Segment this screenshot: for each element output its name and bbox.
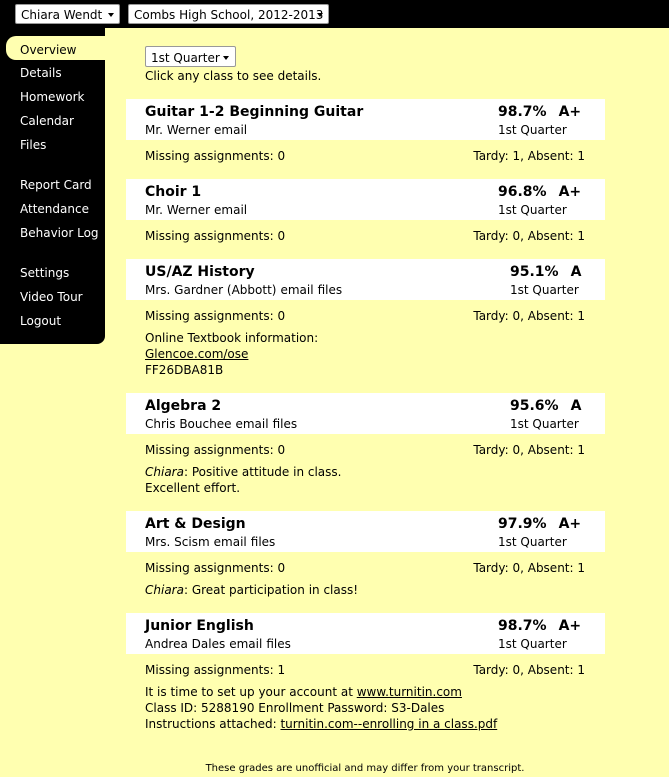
- teacher-name: Chris Bouchee: [145, 417, 232, 431]
- grade: [510, 398, 581, 414]
- class-name: Choir 1: [145, 184, 202, 200]
- teacher-name: Mrs. Gardner (Abbott): [145, 283, 277, 297]
- class-header-junior-english[interactable]: [126, 613, 605, 654]
- sidebar-item-behavior-log[interactable]: Behavior Log: [20, 226, 99, 240]
- teacher-line: [145, 203, 247, 217]
- missing-assignments: Missing assignments: 0: [145, 443, 286, 457]
- comment-author: Chiara: [145, 465, 184, 479]
- instructions-text: Click any class to see details.: [145, 69, 322, 83]
- grade-letter: A: [570, 398, 582, 414]
- class-header-choir[interactable]: [126, 179, 605, 220]
- teacher-name: Andrea Dales: [145, 637, 226, 651]
- files-link[interactable]: files: [317, 283, 343, 297]
- class-header-us-az-history[interactable]: [126, 259, 605, 300]
- sidebar: [0, 28, 105, 344]
- grade: [498, 618, 581, 634]
- files-link[interactable]: files: [272, 417, 298, 431]
- teacher-name: Mr. Werner: [145, 123, 211, 137]
- note-text: Instructions attached:: [145, 717, 281, 731]
- grade: [498, 516, 581, 532]
- school-year-select-value: Combs High School, 2012-2013: [134, 8, 324, 22]
- teacher-comment: [145, 465, 341, 479]
- grade-letter: A+: [558, 104, 582, 120]
- missing-assignments: Missing assignments: 0: [145, 561, 286, 575]
- attendance-summary: Tardy: 0, Absent: 1: [473, 443, 585, 457]
- class-name: US/AZ History: [145, 264, 255, 280]
- attendance-summary: Tardy: 0, Absent: 1: [473, 561, 585, 575]
- class-header-algebra-2[interactable]: [126, 393, 605, 434]
- sidebar-item-report-card[interactable]: Report Card: [20, 178, 92, 192]
- email-link[interactable]: email: [280, 283, 314, 297]
- grade-percent: 97.9%: [498, 516, 547, 532]
- teacher-line: [145, 417, 297, 431]
- attendance-summary: Tardy: 1, Absent: 1: [473, 149, 585, 163]
- email-link[interactable]: email: [229, 637, 263, 651]
- class-name: Algebra 2: [145, 398, 222, 414]
- quarter-select-value: 1st Quarter: [151, 51, 220, 65]
- comment-text: Excellent effort.: [145, 481, 241, 495]
- email-link[interactable]: email: [235, 417, 269, 431]
- top-bar: [0, 0, 669, 28]
- class-note-link-line: [145, 347, 248, 361]
- chevron-down-icon: [223, 56, 229, 60]
- quarter-select[interactable]: [145, 46, 236, 67]
- class-note-line: [145, 685, 462, 699]
- note-text: It is time to set up your account at: [145, 685, 357, 699]
- missing-assignments: Missing assignments: 0: [145, 309, 286, 323]
- chevron-down-icon: [317, 13, 323, 17]
- turnitin-link[interactable]: www.turnitin.com: [356, 685, 462, 699]
- comment-text: : Positive attitude in class.: [183, 465, 342, 479]
- grade: [510, 264, 581, 280]
- sidebar-item-files[interactable]: Files: [20, 138, 47, 152]
- student-select[interactable]: [15, 4, 120, 24]
- sidebar-item-calendar[interactable]: Calendar: [20, 114, 74, 128]
- class-name: Guitar 1-2 Beginning Guitar: [145, 104, 364, 120]
- comment-text: : Great participation in class!: [183, 583, 359, 597]
- teacher-line: [145, 123, 247, 137]
- grade-percent: 98.7%: [498, 104, 547, 120]
- teacher-name: Mr. Werner: [145, 203, 211, 217]
- files-link[interactable]: files: [250, 535, 276, 549]
- email-link[interactable]: email: [213, 535, 247, 549]
- grade-term: 1st Quarter: [498, 637, 567, 651]
- sidebar-item-video-tour[interactable]: Video Tour: [20, 290, 83, 304]
- grade-letter: A: [570, 264, 582, 280]
- grade-percent: 96.8%: [498, 184, 547, 200]
- attendance-summary: Tardy: 0, Absent: 1: [473, 229, 585, 243]
- grade-term: 1st Quarter: [510, 417, 579, 431]
- class-note-line: Online Textbook information:: [145, 331, 319, 345]
- grade-term: 1st Quarter: [498, 535, 567, 549]
- comment-author: Chiara: [145, 583, 184, 597]
- files-link[interactable]: files: [266, 637, 291, 651]
- grade: [498, 104, 581, 120]
- missing-assignments: Missing assignments: 1: [145, 663, 286, 677]
- class-note-line: [145, 717, 497, 731]
- attendance-summary: Tardy: 0, Absent: 1: [473, 309, 585, 323]
- student-select-value: Chiara Wendt: [21, 8, 103, 22]
- class-note-line: FF26DBA81B: [145, 363, 224, 377]
- class-header-guitar[interactable]: [126, 99, 605, 140]
- school-year-select[interactable]: [128, 4, 329, 24]
- sidebar-item-details[interactable]: Details: [20, 66, 62, 80]
- class-header-art-design[interactable]: [126, 511, 605, 552]
- attendance-summary: Tardy: 0, Absent: 1: [473, 663, 585, 677]
- grade-term: 1st Quarter: [498, 203, 567, 217]
- email-link[interactable]: email: [214, 203, 248, 217]
- email-link[interactable]: email: [214, 123, 248, 137]
- class-name: Art & Design: [145, 516, 246, 532]
- grade-percent: 95.1%: [510, 264, 559, 280]
- class-name: Junior English: [145, 618, 254, 634]
- sidebar-item-settings[interactable]: Settings: [20, 266, 70, 280]
- teacher-line: [145, 637, 291, 651]
- teacher-line: [145, 283, 342, 297]
- sidebar-item-attendance[interactable]: Attendance: [20, 202, 89, 216]
- teacher-comment: [145, 583, 358, 597]
- grade-letter: A+: [558, 618, 582, 634]
- grade-term: 1st Quarter: [510, 283, 579, 297]
- missing-assignments: Missing assignments: 0: [145, 229, 286, 243]
- teacher-name: Mrs. Scism: [145, 535, 210, 549]
- footer-disclaimer: These grades are unofficial and may differ from your transcript.: [205, 763, 525, 774]
- grade-letter: A+: [558, 184, 582, 200]
- textbook-link[interactable]: Glencoe.com/ose: [145, 347, 249, 361]
- grade-percent: 95.6%: [510, 398, 559, 414]
- sidebar-item-overview[interactable]: Overview: [6, 36, 105, 60]
- grade: [498, 184, 581, 200]
- teacher-line: [145, 535, 275, 549]
- chevron-down-icon: [108, 13, 114, 17]
- sidebar-item-logout[interactable]: Logout: [20, 314, 62, 328]
- class-note-line: Class ID: 5288190 Enrollment Password: S3-Dales: [145, 701, 445, 715]
- grade-letter: A+: [558, 516, 582, 532]
- grade-percent: 98.7%: [498, 618, 547, 634]
- sidebar-item-homework[interactable]: Homework: [20, 90, 85, 104]
- grade-term: 1st Quarter: [498, 123, 567, 137]
- attachment-link[interactable]: turnitin.com--enrolling in a class.pdf: [280, 717, 498, 731]
- missing-assignments: Missing assignments: 0: [145, 149, 286, 163]
